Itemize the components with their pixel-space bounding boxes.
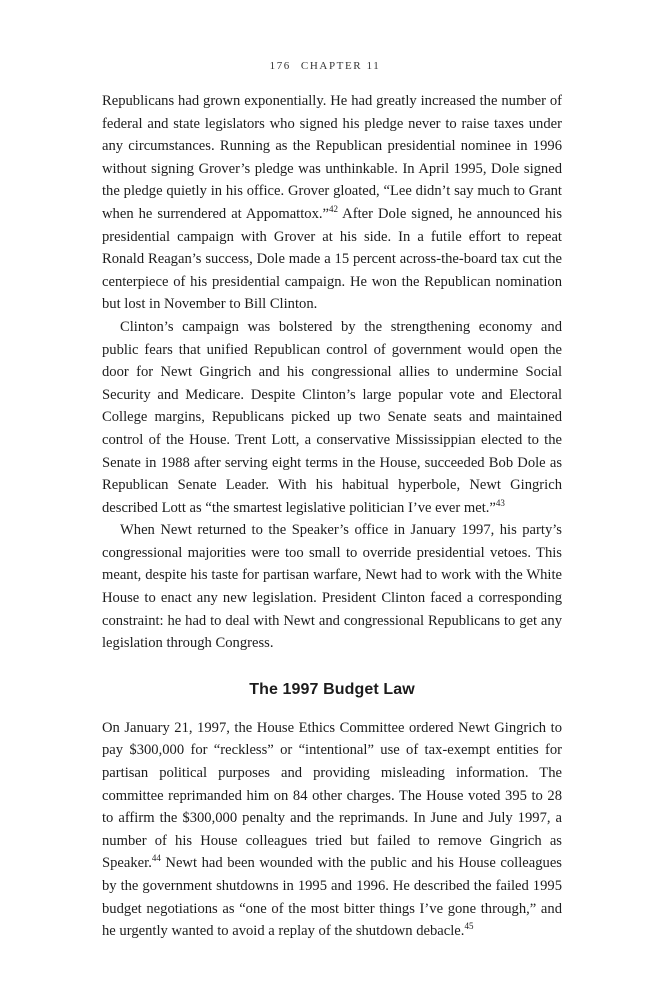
paragraph: [102, 717, 562, 943]
footnote-marker: 45: [464, 921, 474, 932]
footnote-marker: 44: [151, 853, 161, 864]
paragraph: [102, 90, 562, 316]
body-text: [102, 90, 562, 943]
footnote-marker: 42: [329, 204, 338, 215]
paragraph-text: After Dole signed, he announced his presidential campaign with Grover at his side. In a futile effort to repeat Ronald Reagan’s success, Dole made a 15 percent across-the-board tax cut the centerpiece of his presidential campaign. He won the Republican nomination but lost in November to Bill Clinton.: [102, 205, 563, 313]
chapter-label: CHAPTER 11: [300, 60, 381, 72]
page-number: 176: [269, 60, 291, 72]
paragraph: [102, 316, 562, 519]
paragraph-text: When Newt returned to the Speaker’s office in January 1997, his party’s congressional majorities were too small to override presidential vetoes. This meant, despite his taste for partisan warfare, Newt had to work with the White House to enact any new legislation. President Clinton faced a corresponding constraint: he had to deal with Newt and congressional Republicans to get any legislation through Congress.: [102, 522, 562, 652]
paragraph-text: Clinton’s campaign was bolstered by the strengthening economy and public fears that unified Republican control of government would open the door for Newt Gingrich and his congressional allies to undermine Social Security and Medicare. Despite Clinton’s large popular vote and Electoral College margins, Republicans picked up two Senate seats and maintained control of the House. Trent Lott, a conservative Mississippian elected to the Senate in 1988 after serving eight terms in the House, succeeded Bob Dole as Republican Senate Leader. With his habitual hyperbole, Newt Gingrich described Lott as “the smartest legislative politician I’ve ever met.”: [102, 318, 562, 516]
paragraph-text: Republicans had grown exponentially. He had greatly increased the number of federal and state legislators who signed his pledge never to raise taxes under any circumstances. Running as the Republican presidential nominee in 1996 without signing Grover’s pledge was unthinkable. In April 1995, Dole signed the pledge quietly in his office. Grover gloated, “Lee didn’t say much to Grant when he surrendered at Appomattox.”: [102, 93, 562, 222]
paragraph-text: On January 21, 1997, the House Ethics Committee ordered Newt Gingrich to pay $300,000 for “reckless” or “intentional” use of tax-exempt entities for partisan political purposes and providing misleading information. The committee reprimanded him on 84 other charges. The House voted 395 to 28 to affirm the $300,000 penalty and the reprimands. In June and July 1997, a number of his House colleagues tried but failed to remove Gingrich as Speaker.: [102, 719, 562, 872]
paragraph: [102, 519, 562, 655]
footnote-marker: 43: [495, 497, 505, 508]
paragraph-text: Newt had been wounded with the public and his House colleagues by the government shutdowns in 1995 and 1996. He described the failed 1995 budget negotiations as “one of the most bitter things I’ve gone through,” and he urgently wanted to avoid a replay of the shutdown debacle.: [102, 855, 562, 940]
running-head: [0, 60, 650, 72]
section-heading: The 1997 Budget Law: [249, 680, 415, 698]
